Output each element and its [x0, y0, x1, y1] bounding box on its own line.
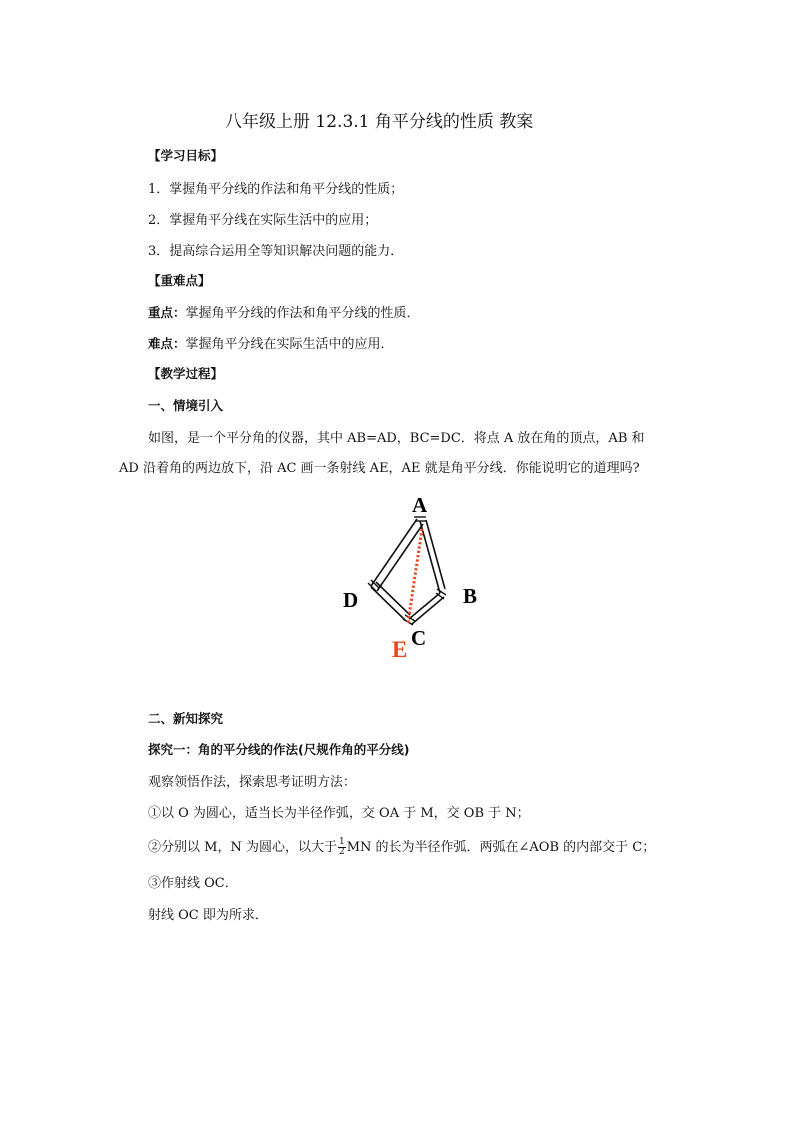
conclusion-text: 射线 OC 即为所求．: [148, 908, 268, 923]
rod-ad: [371, 519, 423, 591]
step-1: ①以 O 为圆心，适当长为半径作弧，交 OA 于 M，交 OB 于 N；: [148, 806, 530, 821]
explore1-heading: 探究一：角的平分线的作法(尺规作角的平分线): [148, 742, 410, 757]
label-b: B: [463, 584, 478, 608]
key-label: 重点：: [148, 305, 186, 320]
key-point: [148, 302, 420, 321]
label-a: A: [412, 493, 428, 517]
hard-label: 难点：: [148, 336, 186, 351]
rod-bc: [409, 593, 444, 624]
section-keypoints: 【重难点】: [148, 273, 211, 288]
rod-dc: [371, 582, 410, 620]
hard-text: 掌握角平分线在实际生活中的应用．: [185, 337, 394, 352]
step-2-before: ②分别以 M，N 为圆心，以大于: [148, 840, 337, 855]
key-text: 掌握角平分线的作法和角平分线的性质．: [185, 306, 420, 321]
fraction-numerator: 1: [338, 837, 345, 847]
label-d: D: [343, 588, 359, 612]
step-2: [148, 836, 655, 857]
rod-ab: [420, 520, 445, 593]
part1-paragraph-line2: AD 沿着角的两边放下，沿 AC 画一条射线 AE，AE 就是角平分线．你能说明它的道理吗?: [119, 461, 640, 476]
part1-heading: 一、情境引入: [148, 398, 224, 413]
section-process: 【教学过程】: [148, 366, 224, 381]
step-2-after: MN 的长为半径作弧．两弧在∠AOB 的内部交于 C；: [346, 840, 656, 855]
angle-bisector-instrument-figure: [330, 485, 500, 665]
half-fraction: [338, 838, 346, 857]
page-title: 八年级上册 12.3.1 角平分线的性质 教案: [225, 112, 534, 132]
observe-text: 观察领悟作法，探索思考证明方法：: [148, 775, 357, 790]
fraction-denominator: 2: [338, 847, 345, 857]
step-3: ③作射线 OC．: [148, 876, 238, 891]
part2-heading: 二、新知探究: [148, 711, 224, 726]
objective-1: 1．掌握角平分线的作法和角平分线的性质；: [148, 182, 404, 197]
label-e: E: [392, 637, 408, 662]
hard-point: [148, 333, 394, 352]
part1-paragraph-line1: 如图，是一个平分角的仪器，其中 AB=AD，BC=DC．将点 A 放在角的顶点，AB 和: [148, 431, 645, 446]
section-objectives: 【学习目标】: [148, 148, 224, 163]
objective-3: 3．提高综合运用全等知识解决问题的能力．: [148, 244, 404, 259]
label-c: C: [411, 626, 427, 650]
objective-2: 2．掌握角平分线在实际生活中的应用；: [148, 213, 378, 228]
